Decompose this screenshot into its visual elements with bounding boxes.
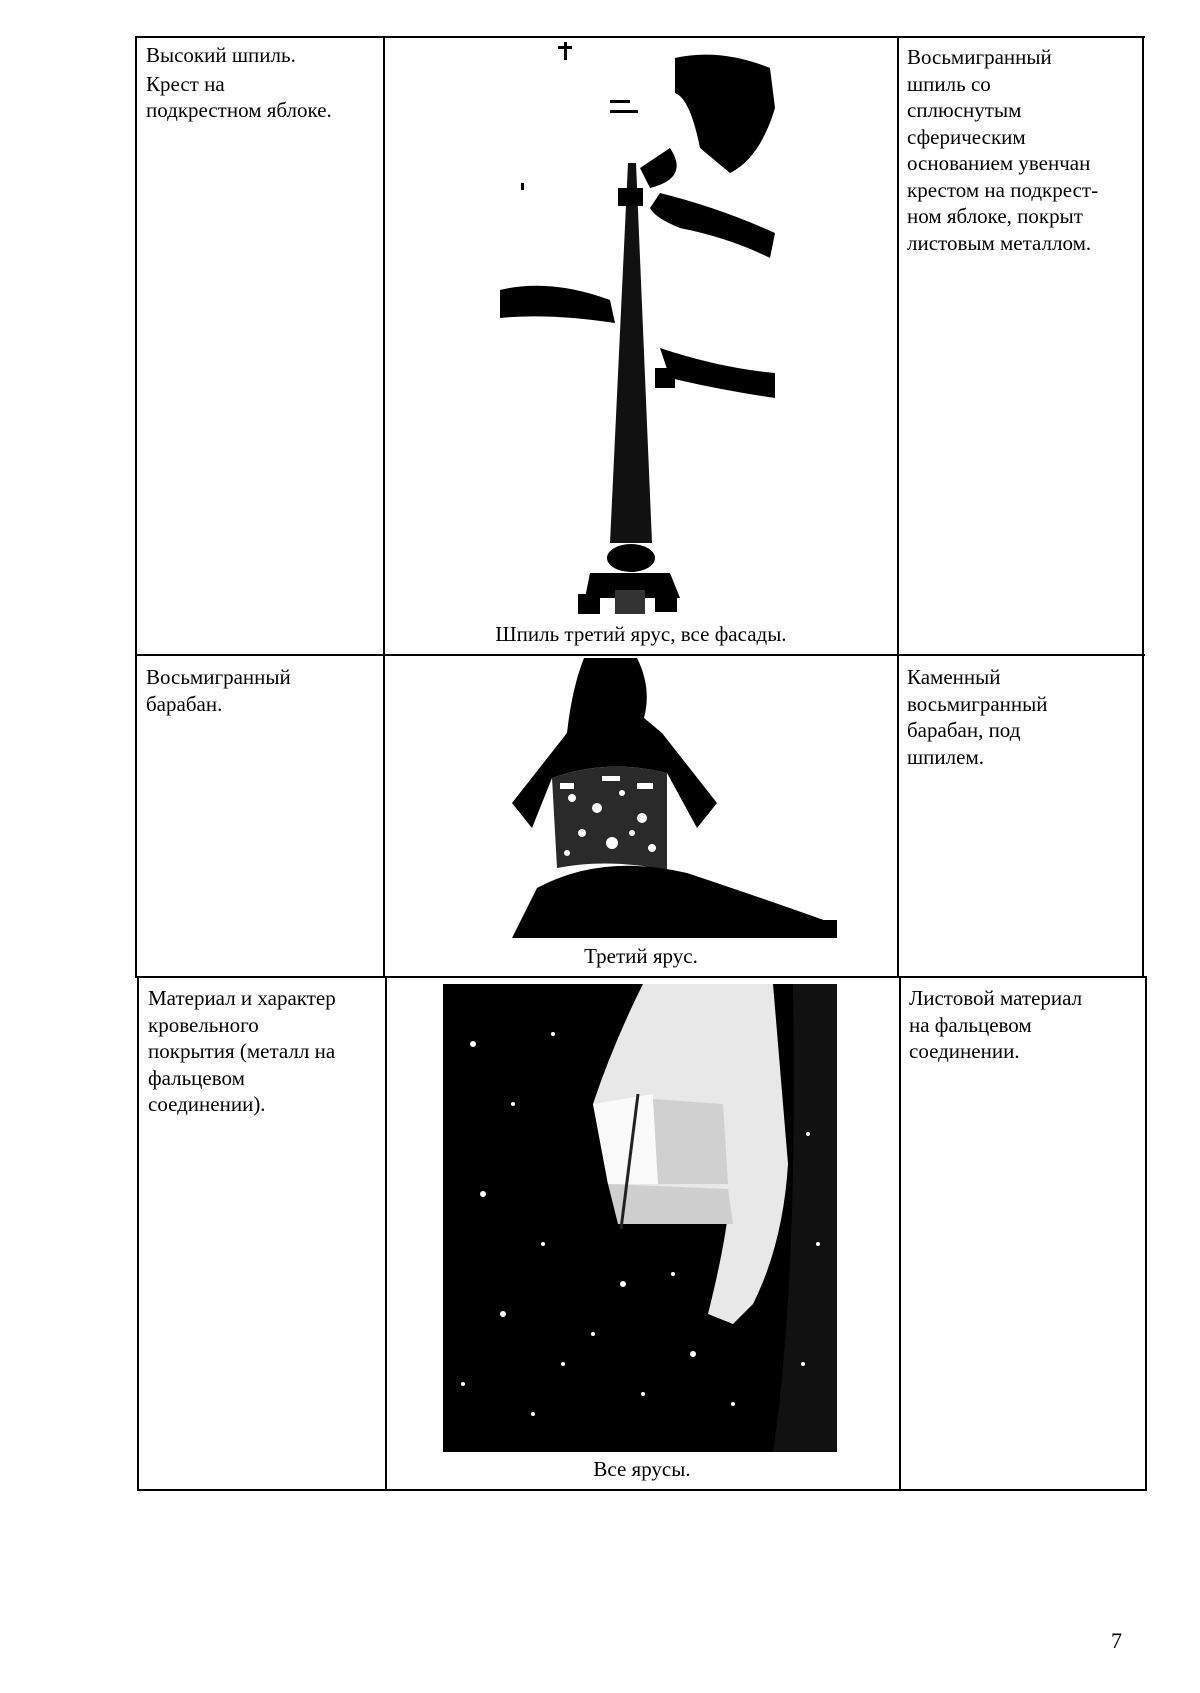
row2-label-line: барабан.: [146, 691, 223, 716]
table-border-col1-a: [383, 36, 385, 977]
row1-caption: Шпиль третий ярус, все фасады.: [495, 622, 787, 646]
table-border-right-a: [1142, 36, 1144, 977]
row1-label-line: Крест на: [146, 71, 225, 96]
table-border-col1-b: [385, 976, 387, 1490]
row3-label: [148, 985, 378, 1118]
row1-desc-line: шпиль со: [907, 71, 991, 96]
table-border-left-b: [137, 976, 139, 1490]
row3-label-line: кровельного: [148, 1012, 259, 1037]
table-border-col2-a: [897, 36, 899, 977]
table-border-left-a: [135, 36, 137, 977]
row1-desc-line: Восьмигранный: [907, 45, 1052, 69]
row2-label-line: Восьмигранный: [146, 665, 291, 689]
table-border-bottom: [137, 1489, 1147, 1491]
row1-desc-line: сплюснутым: [907, 98, 1022, 122]
row1-label-line: Высокий шпиль.: [146, 43, 296, 67]
row3-caption: Все ярусы.: [593, 1457, 691, 1481]
table-border-col2-b: [899, 976, 901, 1490]
row1-desc-line: ном яблоке, покрыт: [907, 204, 1083, 228]
row1-desc-line: основанием увенчан: [907, 151, 1091, 175]
row1-label: [146, 42, 376, 124]
row3-desc-line: на фальцевом: [909, 1012, 1032, 1037]
row2-desc-line: шпилем.: [907, 744, 984, 769]
row3-label-line: соединении).: [148, 1092, 266, 1116]
row1-desc-line: крестом на подкрест-: [907, 177, 1099, 202]
row3-label-line: Материал и характер: [148, 986, 336, 1010]
row1-description: [907, 44, 1142, 256]
row1-desc-line: сферическим: [907, 124, 1026, 149]
page-number: 7: [1111, 1628, 1122, 1653]
row2-desc-line: Каменный: [907, 665, 1001, 689]
row2-desc-line: барабан, под: [907, 718, 1021, 742]
row2-label: [146, 664, 376, 717]
table-border-row2: [135, 976, 1145, 978]
row3-desc-line: соединении.: [909, 1039, 1020, 1063]
row3-description: [909, 985, 1144, 1065]
row1-desc-line: листовым металлом.: [907, 230, 1092, 255]
spire-photo: [490, 38, 780, 616]
row3-desc-line: Листовой материал: [909, 986, 1083, 1010]
roof-seam-photo: [443, 984, 837, 1452]
row1-label-line: подкрестном яблоке.: [146, 98, 332, 122]
row2-caption: Третий ярус.: [584, 944, 698, 968]
table-border-row1: [135, 654, 1145, 656]
row3-label-line: покрытия (металл на: [148, 1039, 336, 1063]
table-border-right-b: [1145, 976, 1147, 1490]
row2-description: [907, 664, 1142, 770]
drum-photo: [512, 658, 837, 938]
row2-desc-line: восьмигранный: [907, 691, 1048, 716]
row3-label-line: фальцевом: [148, 1065, 245, 1090]
